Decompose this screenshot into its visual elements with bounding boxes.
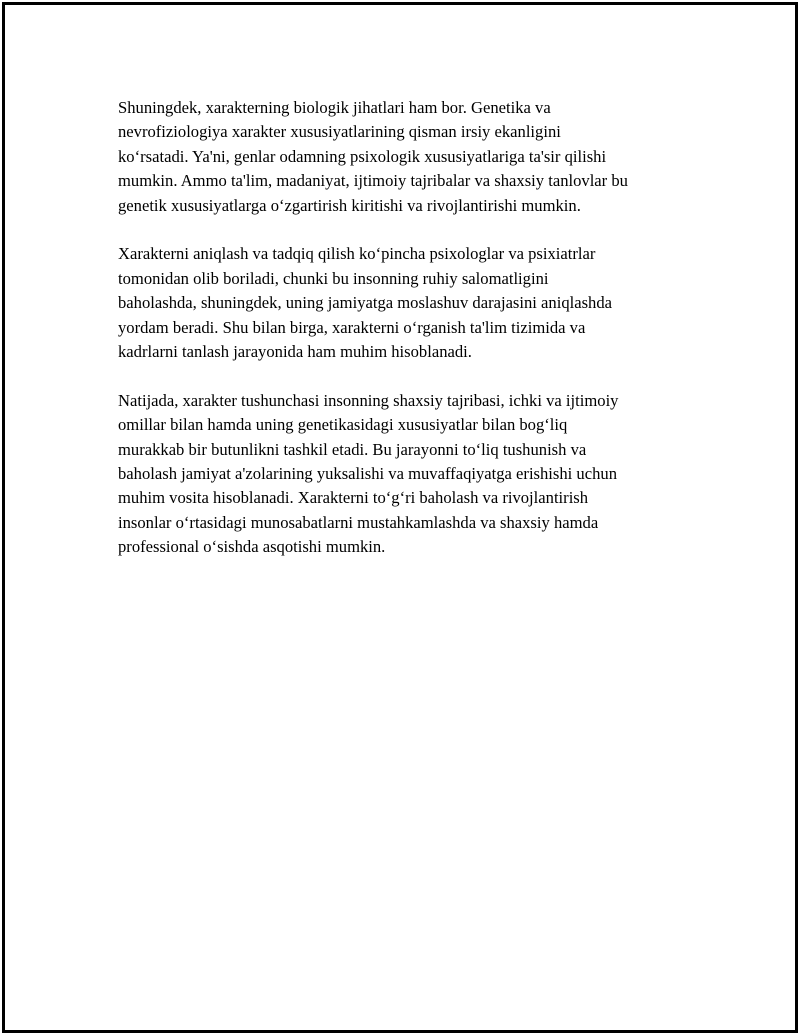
document-body xyxy=(118,96,693,584)
text-line: nevrofiziologiya xarakter xususiyatlarining qisman irsiy ekanligini xyxy=(118,122,561,142)
text-line: kadrlarni tanlash jarayonida ham muhim hisoblanadi. xyxy=(118,342,472,362)
text-line: baholash jamiyat a'zolarining yuksalishi va muvaffaqiyatga erishishi uchun xyxy=(118,464,617,484)
text-line: professional o‘sishda asqotishi mumkin. xyxy=(118,537,386,557)
text-line: mumkin. Ammo ta'lim, madaniyat, ijtimoiy tajribalar va shaxsiy tanlovlar bu xyxy=(118,171,628,191)
text-line: muhim vosita hisoblanadi. Xarakterni to‘g‘ri baholash va rivojlantirish xyxy=(118,488,589,508)
text-line: Shuningdek, xarakterning biologik jihatlari ham bor. Genetika va xyxy=(118,98,551,117)
paragraph-3 xyxy=(118,389,693,560)
paragraph-2 xyxy=(118,242,693,364)
text-line: Natijada, xarakter tushunchasi insonning shaxsiy tajribasi, ichki va ijtimoiy xyxy=(118,390,619,410)
document-page xyxy=(2,2,798,1033)
text-line: genetik xususiyatlarga o‘zgartirish kiritishi va rivojlantirishi mumkin. xyxy=(118,195,581,215)
paragraph-1 xyxy=(118,96,693,218)
text-line: insonlar o‘rtasidagi munosabatlarni mustahkamlashda va shaxsiy hamda xyxy=(118,512,599,532)
text-line: yordam beradi. Shu bilan birga, xarakterni o‘rganish ta'lim tizimida va xyxy=(118,317,586,337)
text-line: omillar bilan hamda uning genetikasidagi xususiyatlar bilan bog‘liq xyxy=(118,415,568,435)
text-line: baholashda, shuningdek, uning jamiyatga moslashuv darajasini aniqlashda xyxy=(118,293,613,313)
text-line: tomonidan olib boriladi, chunki bu insonning ruhiy salomatligini xyxy=(118,268,549,288)
text-line: murakkab bir butunlikni tashkil etadi. Bu jarayonni to‘liq tushunish va xyxy=(118,439,587,459)
text-line: ko‘rsatadi. Ya'ni, genlar odamning psixologik xususiyatlariga ta'sir qilishi xyxy=(118,146,607,166)
text-line: Xarakterni aniqlash va tadqiq qilish ko‘pincha psixologlar va psixiatrlar xyxy=(118,244,596,264)
